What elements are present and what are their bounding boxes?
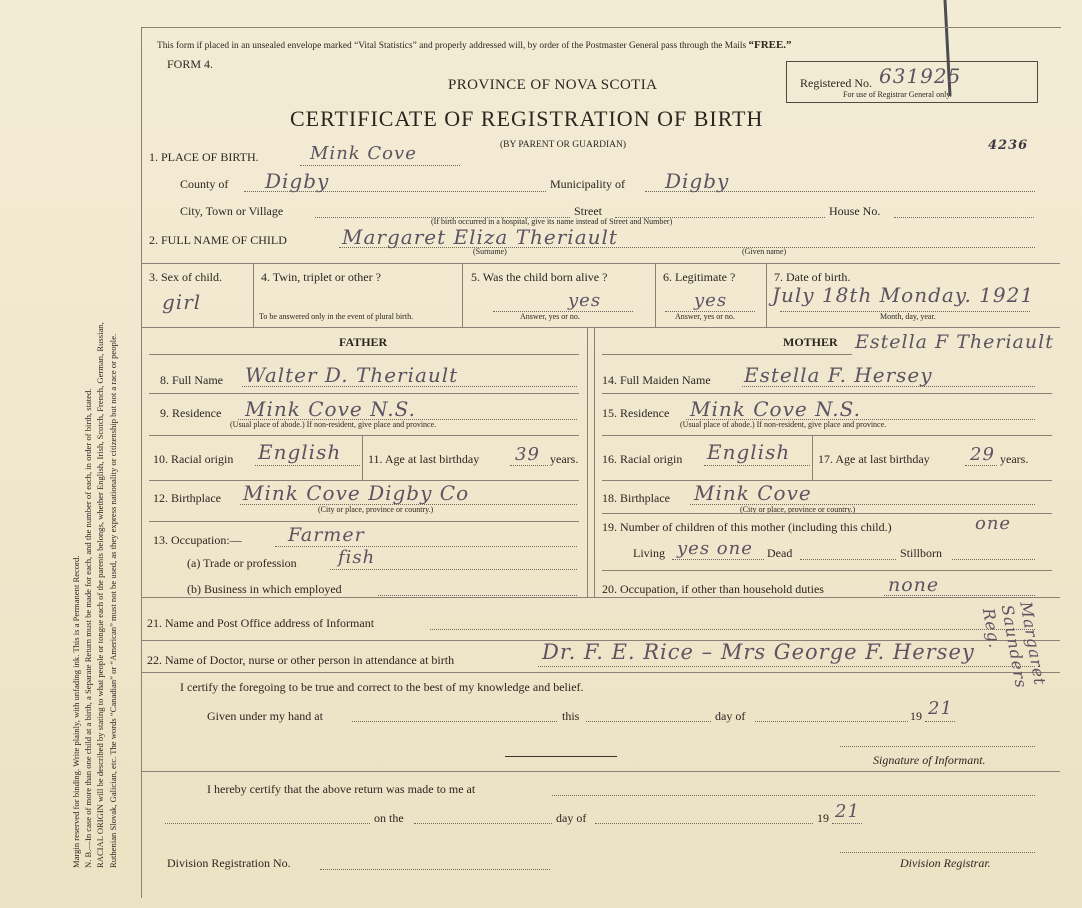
mother-age-unit: years. [1000, 452, 1029, 466]
form-number: FORM 4. [167, 57, 214, 71]
mother-residence-label: 15. Residence [602, 406, 670, 420]
child-name-value: Margaret Eliza Theriault [342, 225, 618, 249]
corner-mark: 4236 [988, 138, 1029, 153]
page-subtitle: (BY PARENT OR GUARDIAN) [500, 140, 627, 150]
registered-note: For use of Registrar General only. [843, 90, 952, 99]
mother-children-label: 19. Number of children of this mother (including this child.) [602, 520, 892, 534]
father-trade-label: (a) Trade or profession [187, 556, 297, 570]
registration-box [786, 61, 1038, 103]
father-age-label: 11. Age at last birthday [368, 452, 480, 466]
father-trade-value: fish [338, 547, 376, 568]
mother-birthplace-label: 18. Birthplace [602, 491, 670, 505]
place-value: Mink Cove [310, 143, 417, 164]
dob-label: 7. Date of birth. [774, 270, 851, 284]
legit-note: Answer, yes or no. [675, 312, 735, 321]
county-label: County of [180, 177, 229, 191]
year-prefix-2: 19 [817, 811, 829, 825]
year-value-2: 21 [835, 801, 860, 822]
side-note-2: N. B.—In case of more than one child at a birth, a Separate Return must be made for each, and the number of each, in order of birth, stated. [83, 388, 94, 868]
mother-racial-label: 16. Racial origin [602, 452, 683, 466]
mother-birthplace-value: Mink Cove [694, 481, 812, 505]
mother-residence-note: (Usual place of abode.) If non-resident, give place and province. [680, 420, 887, 429]
postal-free: “FREE.” [748, 39, 792, 51]
day-of-label-2: day of [556, 811, 587, 825]
registered-value: 631925 [879, 64, 962, 88]
mother-occupation-value: none [888, 574, 940, 596]
legit-value: yes [694, 290, 728, 311]
county-value: Digby [265, 169, 330, 193]
doctor-label: 22. Name of Doctor, nurse or other person in attendance at birth [147, 653, 455, 667]
sex-label: 3. Sex of child. [149, 270, 222, 284]
year-prefix: 19 [910, 709, 922, 723]
child-name-label: 2. FULL NAME OF CHILD [149, 233, 287, 247]
mother-living-label: Living [633, 546, 665, 560]
mother-heading: MOTHER [783, 335, 838, 349]
division-label: Division Registration No. [167, 856, 291, 870]
given-note: (Given name) [742, 247, 787, 256]
house-label: House No. [829, 204, 881, 218]
father-name-value: Walter D. Theriault [245, 363, 459, 387]
mother-age-label: 17. Age at last birthday [818, 452, 930, 466]
mother-maiden-value: Estella F. Hersey [744, 363, 933, 387]
municipality-value: Digby [665, 169, 730, 193]
postal-note [157, 39, 792, 51]
mother-maiden-label: 14. Full Maiden Name [602, 373, 711, 387]
given-label: Given under my hand at [207, 709, 323, 723]
mother-heading-annotation: Estella F Theriault [855, 331, 1054, 353]
alive-label: 5. Was the child born alive ? [471, 270, 608, 284]
legit-label: 6. Legitimate ? [663, 270, 736, 284]
father-occupation-value: Farmer [288, 524, 365, 546]
father-birthplace-note: (City or place, province or country.) [318, 505, 434, 514]
doctor-value: Dr. F. E. Rice – Mrs George F. Hersey [542, 640, 975, 664]
father-name-label: 8. Full Name [160, 373, 223, 387]
twin-note: To be answered only in the event of plural birth. [259, 312, 414, 321]
sex-value: girl [162, 290, 202, 314]
mother-racial-value: English [707, 440, 791, 464]
dob-note: Month, day, year. [880, 312, 936, 321]
province-heading: PROVINCE OF NOVA SCOTIA [448, 77, 658, 93]
father-residence-value: Mink Cove N.S. [245, 397, 416, 421]
mother-children-value: one [975, 513, 1012, 534]
father-racial-value: English [258, 440, 342, 464]
registered-label: Registered No. [800, 76, 872, 90]
mother-birthplace-note: (City or place, province or country.) [740, 505, 856, 514]
side-note-1: Margin reserved for binding. Write plainly, with unfading ink. This is a Permanent Record. [71, 555, 81, 868]
mother-age-value: 29 [970, 444, 995, 465]
father-residence-note: (Usual place of abode.) If non-resident, give place and province. [230, 420, 437, 429]
postal-note-text: This form if placed in an unsealed envelope marked “Vital Statistics” and properly addressed will, by order of the Postmaster General pass through the Mails [157, 41, 747, 51]
day-of-label: day of [715, 709, 746, 723]
registrar-label: Division Registrar. [900, 856, 991, 870]
twin-label: 4. Twin, triplet or other ? [261, 270, 381, 284]
return-statement: I hereby certify that the above return was made to me at [207, 782, 476, 796]
father-racial-label: 10. Racial origin [153, 452, 234, 466]
margin-instructions [70, 88, 119, 868]
year-value: 21 [928, 698, 953, 719]
place-label: 1. PLACE OF BIRTH. [149, 150, 259, 164]
page-title: CERTIFICATE OF REGISTRATION OF BIRTH [290, 106, 764, 131]
father-heading: FATHER [339, 335, 388, 349]
municipality-label: Municipality of [550, 177, 625, 191]
father-occupation-label: 13. Occupation:— [153, 533, 242, 547]
mother-residence-value: Mink Cove N.S. [690, 397, 861, 421]
margin-annotation: Margaret Saunders Reg. [978, 600, 1050, 690]
father-residence-label: 9. Residence [160, 406, 222, 420]
father-birthplace-label: 12. Birthplace [153, 491, 221, 505]
side-note-3: RACIAL ORIGIN will be described by stating to what people or tongue each of the parents belongs, whether English, Irish, Scotch, French, German, Russian, [95, 322, 106, 868]
alive-value: yes [568, 290, 602, 311]
father-birthplace-value: Mink Cove Digby Co [243, 481, 470, 505]
certify-statement: I certify the foregoing to be true and correct to the best of my knowledge and belief. [180, 680, 584, 694]
side-note-4: Ruthenian Slovak, Galician, etc. The words “Canadian” or “American” must not be used, as they express nationality or citizenship but not a race or people. [107, 333, 118, 868]
mother-living-value: yes one [677, 538, 753, 559]
alive-note: Answer, yes or no. [520, 312, 580, 321]
father-age-value: 39 [515, 444, 540, 465]
surname-note: (Surname) [473, 247, 507, 256]
father-business-label: (b) Business in which employed [187, 582, 342, 596]
mother-occupation-label: 20. Occupation, if other than household duties [602, 582, 824, 596]
father-age-unit: years. [550, 452, 579, 466]
mother-dead-label: Dead [767, 546, 793, 560]
mother-stillborn-label: Stillborn [900, 546, 943, 560]
street-label: Street [574, 204, 602, 218]
city-label: City, Town or Village [180, 204, 284, 218]
dob-value: July 18th Monday. 1921 [772, 283, 1035, 307]
this-label: this [562, 709, 580, 723]
hospital-note: (If birth occurred in a hospital, give its name instead of Street and Number) [431, 217, 673, 226]
signature-label: Signature of Informant. [873, 753, 986, 767]
on-the-label: on the [374, 811, 404, 825]
informant-label: 21. Name and Post Office address of Informant [147, 616, 375, 630]
